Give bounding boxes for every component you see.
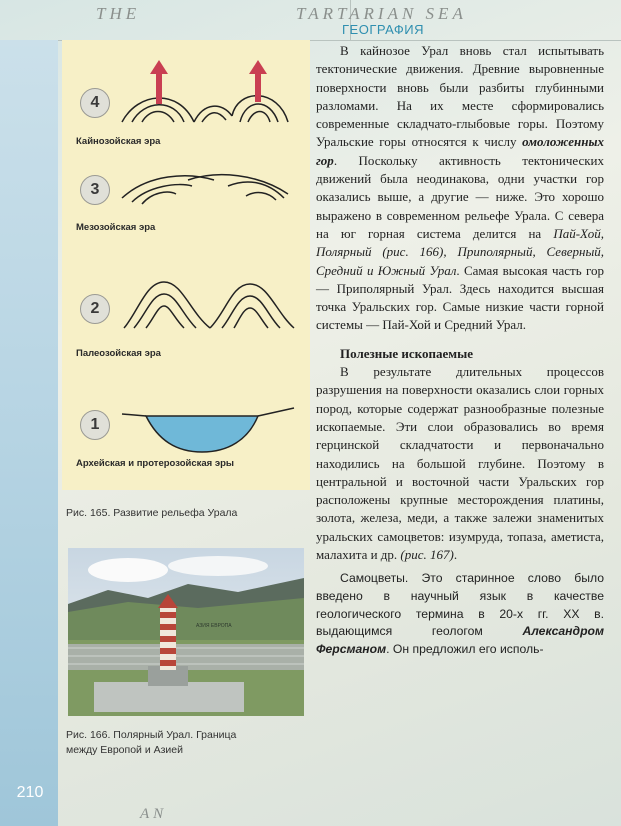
text-run: . Самая высокая часть гор — Приполярный Урал. Здесь находится высшая точка Уральских гор. Самые низкие части горной системы — Пай-Хой и Средний Урал.	[316, 262, 604, 333]
paragraph-cenozoic	[316, 42, 604, 335]
stage-number: 4	[80, 88, 110, 118]
emphasis-term: омоложенных гор	[316, 134, 604, 168]
subheading-minerals: Полезные ископаемые	[340, 345, 474, 361]
map-label: TARTARIAN SEA	[296, 4, 467, 23]
map-label: THE	[96, 4, 141, 23]
text-run: В кайнозое Урал вновь стал испытывать тектонические движения. Древние выровненные поверхности вновь были разбиты глубинными разломами. На их месте сформировались современные складчато-глыбовые горы. Поэтому Уральские горы относятся к числу	[316, 43, 604, 150]
stage-number: 1	[80, 410, 110, 440]
polar-ural-photo	[68, 548, 304, 716]
text-run: В результате длительных процессов разрушения на поверхности оказались слои горных пород, которые содержат разнообразные полезные ископаемые. Эти слои образовались во время герцинской складчатости и первоначально находились на большой глубине. Поэтому в центральной и восточной части Уральских гор расположены крупные месторождения платины, золота, железа, меди, а также залежи знаменитых уральских самоцветов: изумруда, топаза, аметиста, малахита и др.	[316, 364, 604, 563]
pillar-sign-text: АЗИЯ ЕВРОПА	[196, 623, 232, 629]
page-number: 210	[16, 784, 44, 801]
main-text-column	[316, 42, 604, 658]
cenozoic-relief-diagram	[118, 58, 298, 138]
figure-165-panel	[62, 40, 310, 490]
stage-number: 2	[80, 294, 110, 324]
border-pillar-image	[68, 548, 304, 716]
stage-label: Кайнозойская эра	[76, 136, 161, 147]
ural-regions-list: Пай-Хой, Полярный (рис. 166), Приполярный, Северный, Средний и Южный Урал	[316, 225, 604, 278]
page-margin-band	[0, 40, 58, 826]
stage-label: Архейская и протерозойская эры	[76, 458, 235, 469]
figure-reference: (рис. 167)	[400, 547, 454, 563]
map-label: AN	[140, 806, 168, 822]
stage-label: Палеозойская эра	[76, 348, 161, 359]
text-run: . Он предложил его исполь-	[386, 641, 544, 656]
text-run: Самоцветы. Это старинное слово было введено в научный язык в качестве геологического термина в 20-х гг. XX в. выдающимся геологом	[316, 571, 604, 639]
mesozoic-relief-diagram	[118, 168, 298, 218]
geologist-name: Александром Ферсманом	[316, 624, 604, 656]
figure-166-caption-line1: Рис. 166. Полярный Урал. Граница	[66, 729, 237, 741]
text-run: .	[453, 547, 458, 563]
paragraph-minerals	[316, 363, 604, 564]
stage-number: 3	[80, 175, 110, 205]
text-run: . Поскольку активность тектонических движений была неодинакова, одни участки гор оказались выше, а другие — ниже. Это хорошо выражено в современном рельефе Урала. С севера на юг горная система делится на	[316, 152, 604, 241]
figure-165-caption: Рис. 165. Развитие рельефа Урала	[66, 507, 238, 519]
section-title: ГЕОГРАФИЯ	[342, 22, 425, 37]
paragraph-gems	[316, 570, 604, 658]
archean-relief-diagram	[118, 400, 298, 460]
stage-label: Мезозойская эра	[76, 222, 156, 233]
figure-166-caption-line2: между Европой и Азией	[66, 744, 183, 756]
paleozoic-relief-diagram	[118, 272, 298, 342]
